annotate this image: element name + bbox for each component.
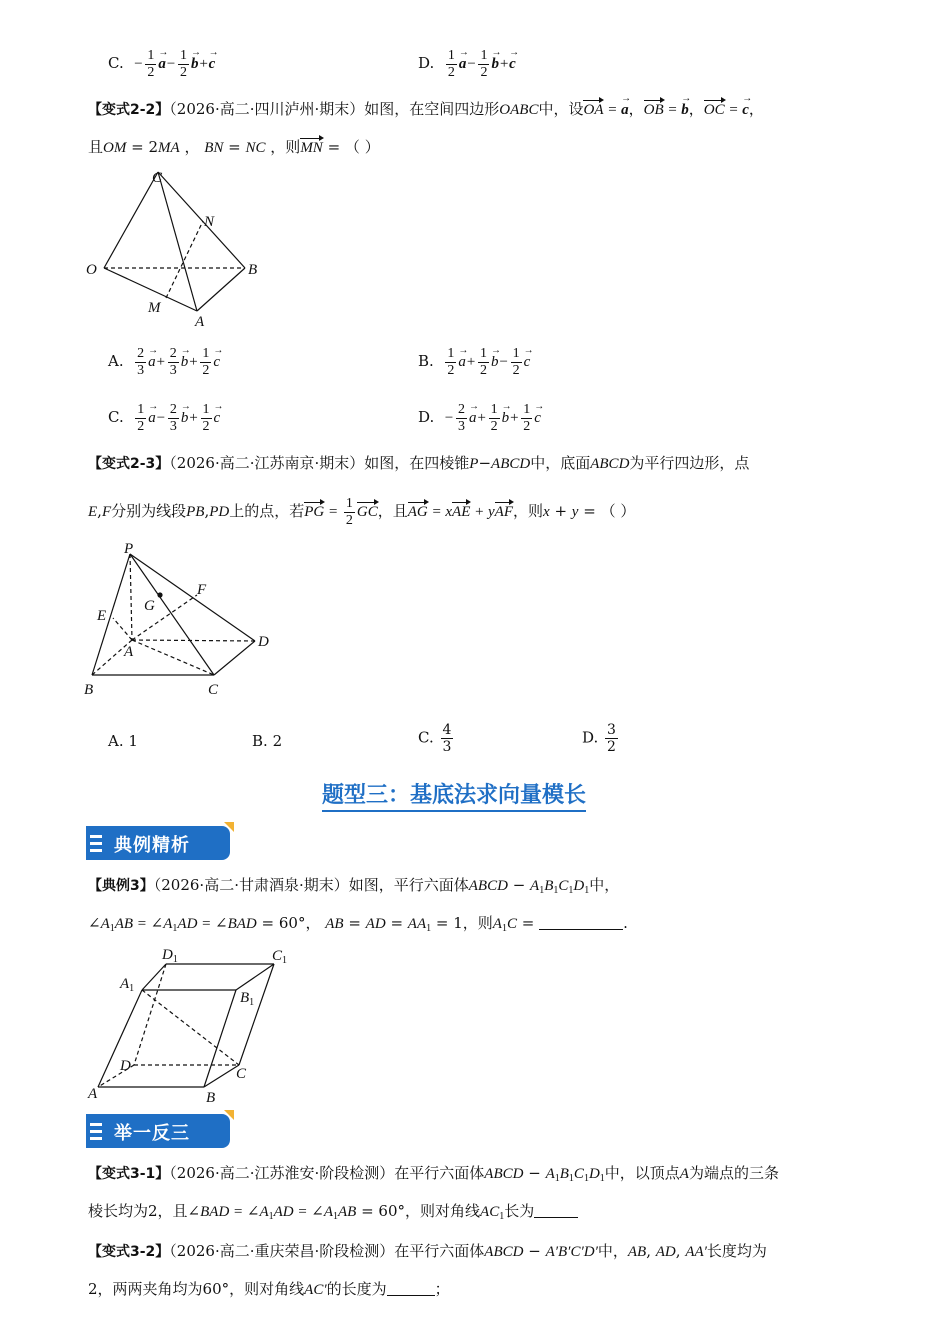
label-c: C [152, 170, 163, 186]
label-o: O [86, 262, 97, 278]
q22-option-d: D. − $\frac{2}{3}$ a →+ $\frac{1}{2}$ b →+ $\frac{1}{2}$ c → [418, 402, 541, 435]
q22-option-b: B. $\frac{1}{2}$ a →+ $\frac{1}{2}$ b →− $\frac{1}{2}$ c → [418, 346, 530, 379]
banner-practice: 举一反三 [86, 1114, 230, 1148]
answer-blank[interactable] [387, 1281, 435, 1296]
q22-figure-tetrahedron [82, 168, 272, 328]
label-b1: $B_1$ [240, 990, 255, 1008]
label-b: B [206, 1090, 216, 1106]
q23-option-a: A. 1 [108, 732, 138, 750]
q22-line2: 且OM = 2MA ， BN = NC ，则MN = （ ） [88, 136, 380, 159]
q31-line2: 棱长均为2，且∠BAD = $\angle A_1AD$ = $\angle A_1AB = 60^\circ$，则对角线$AC_1$长为 [88, 1200, 578, 1228]
label-g: G [144, 598, 155, 614]
label-c: C [208, 682, 219, 698]
label-d: D [120, 1058, 131, 1074]
stripes-icon [90, 1123, 102, 1144]
stripes-icon [90, 835, 102, 856]
q31-line1: 【变式3-1】（2026·高二·江苏淮安·阶段检测）在平行六面体ABCD − $A_1B_1C_1D_1$中，以顶点A为端点的三条 [88, 1164, 779, 1184]
label-a: A [124, 644, 134, 660]
q23-line2: E,F分别为线段PB,PD上的点，若PG = $\frac{1}{2}$ GC，且AG = xAE + yAF，则x + y = （ ） [88, 496, 636, 528]
label-m: M [148, 300, 161, 316]
q23-line1: 【变式2-3】（2026·高二·江苏南京·期末）如图，在四棱锥P−ABCD中，底面ABCD为平行四边形，点 [88, 454, 750, 472]
label-b: B [248, 262, 258, 278]
label-d: D [258, 634, 269, 650]
q23-option-d: D. $\frac{3}{2}$ [582, 722, 616, 755]
label-a: A [88, 1086, 98, 1102]
q32-line1: 【变式3-2】（2026·高二·重庆荣昌·阶段检测）在平行六面体ABCD − A′B′C′D′中，AB, AD, AA′长度均为 [88, 1242, 767, 1260]
label-e: E [97, 608, 107, 624]
label-d1: $D_1$ [162, 947, 178, 965]
label-b: B [84, 682, 94, 698]
ex3-line2: $\angle A_1AB$ = $\angle A_1AD$ = ∠BAD = 60°， AB = AD = $AA_1 = 1$，则$A_1C$ = . [88, 914, 628, 934]
banner-examples: 典例精析 [86, 826, 230, 860]
q22-option-a: A. $\frac{2}{3}$ a →+ $\frac{2}{3}$ b →+ $\frac{1}{2}$ c → [108, 346, 220, 379]
q23-option-b: B. 2 [252, 732, 283, 750]
q23-option-c: C. $\frac{4}{3}$ [418, 722, 452, 755]
ex3-line1: 【典例3】（2026·高二·甘肃酒泉·期末）如图，平行六面体ABCD − $A_1B_1C_1D_1$中， [88, 876, 620, 896]
ex3-figure-parallelepiped [86, 942, 296, 1108]
q23-figure-pyramid [82, 538, 282, 704]
label-c: C [236, 1066, 247, 1082]
corner-decoration [224, 822, 234, 832]
label-n: N [204, 214, 215, 230]
option-c-prev: C. − $\frac{1}{2}$ a →− $\frac{1}{2}$ b →+c → [108, 48, 215, 81]
label-c1: $C_1$ [272, 948, 288, 966]
answer-blank[interactable] [539, 915, 623, 930]
label-a1: $A_1$ [120, 976, 135, 994]
option-d-prev: D. $\frac{1}{2}$ a →− $\frac{1}{2}$ b →+c → [418, 48, 516, 81]
section-title: 题型三：基底法求向量模长 [322, 778, 586, 812]
q22-option-c: C. $\frac{1}{2}$ a →− $\frac{2}{3}$ b →+ $\frac{1}{2}$ c → [108, 402, 220, 435]
label-p: P [124, 541, 134, 557]
label-f: F [197, 582, 207, 598]
q22-line1: 【变式2-2】（2026·高二·四川泸州·期末）如图，在空间四边形OABC中，设OA = a →，OB = b →，OC = c →， [88, 98, 764, 121]
answer-blank[interactable] [534, 1203, 578, 1218]
q32-line2: 2，两两夹角均为60°，则对角线AC′的长度为 ； [88, 1280, 450, 1298]
corner-decoration [224, 1110, 234, 1120]
label-a: A [195, 314, 205, 328]
